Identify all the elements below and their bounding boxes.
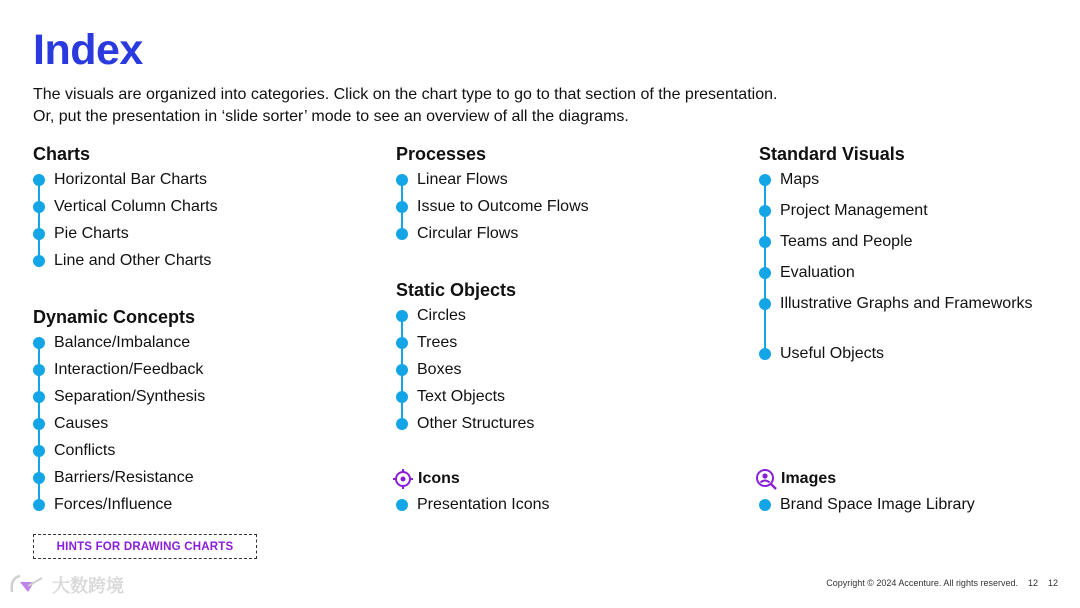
link-maps[interactable] — [759, 171, 819, 189]
section-heading-standard-visuals: Standard Visuals — [759, 144, 905, 164]
bullet-dot — [33, 472, 45, 484]
link-issue-outcome-flows[interactable] — [396, 198, 589, 216]
bullet-dot — [396, 391, 408, 403]
list-icons — [396, 495, 550, 515]
link-text-objects[interactable] — [396, 388, 505, 406]
item-label: Line and Other Charts — [54, 252, 212, 269]
link-separation-synthesis[interactable] — [33, 388, 205, 406]
list-processes — [396, 170, 589, 242]
intro-line-1: The visuals are organized into categories. Click on the chart type to go to that section of the presentation. — [33, 86, 778, 103]
page-number: 12 — [1027, 578, 1038, 588]
bullet-dot — [33, 364, 45, 376]
section-processes — [396, 142, 589, 242]
link-circular-flows[interactable] — [396, 225, 518, 243]
bullet-dot — [396, 364, 408, 376]
section-images — [755, 467, 975, 515]
item-label: Balance/Imbalance — [54, 334, 191, 351]
link-causes[interactable] — [33, 415, 108, 433]
list-dynamic-concepts — [33, 333, 206, 518]
section-heading-images: Images — [781, 470, 837, 487]
bullet-dot — [759, 174, 771, 186]
link-vertical-column-charts[interactable] — [33, 198, 218, 216]
list-charts — [33, 170, 218, 270]
item-label: Forces/Influence — [54, 496, 173, 513]
timeline-line — [38, 180, 40, 261]
item-label: Conflicts — [54, 442, 116, 459]
link-pie-charts[interactable] — [33, 225, 129, 243]
section-heading-static-objects: Static Objects — [396, 280, 517, 300]
section-standard-visuals — [759, 142, 1033, 362]
section-charts — [33, 142, 218, 270]
page-title: Index — [33, 26, 143, 74]
bullet-dot — [396, 337, 408, 349]
item-label: Boxes — [417, 361, 462, 378]
watermark-logo-icon — [8, 572, 48, 598]
item-label: Separation/Synthesis — [54, 388, 206, 405]
bullet-dot — [759, 267, 771, 279]
list-images — [759, 495, 975, 515]
bullet-dot — [759, 205, 771, 217]
bullet-dot — [396, 418, 408, 430]
bullet-dot — [396, 174, 408, 186]
item-label: Interaction/Feedback — [54, 361, 204, 378]
bullet-dot — [759, 499, 771, 511]
bullet-dot — [759, 348, 771, 360]
footer — [826, 578, 1058, 588]
item-label: Causes — [54, 415, 109, 432]
item-label: Illustrative Graphs and Frameworks — [780, 295, 1033, 312]
link-linear-flows[interactable] — [396, 171, 508, 189]
item-label: Horizontal Bar Charts — [54, 171, 207, 188]
bullet-dot — [396, 201, 408, 213]
list-static-objects — [396, 306, 535, 432]
target-icon — [392, 468, 414, 490]
bullet-dot — [33, 445, 45, 457]
section-heading-charts: Charts — [33, 144, 91, 164]
bullet-dot — [33, 337, 45, 349]
hints-for-drawing-charts-button[interactable]: HINTS FOR DRAWING CHARTS — [33, 534, 257, 559]
page-number-secondary: 12 — [1047, 578, 1058, 588]
bullet-dot — [33, 391, 45, 403]
item-label: Circles — [417, 307, 466, 324]
bullet-dot — [33, 418, 45, 430]
item-label: Linear Flows — [417, 171, 508, 188]
bullet-dot — [759, 236, 771, 248]
item-label: Brand Space Image Library — [780, 496, 975, 513]
watermark — [8, 572, 124, 598]
link-evaluation[interactable] — [759, 264, 855, 282]
section-static-objects — [396, 278, 535, 432]
link-teams-people[interactable] — [759, 233, 913, 251]
link-other-structures[interactable] — [396, 415, 534, 433]
link-horizontal-bar-charts[interactable] — [33, 171, 207, 189]
item-label: Barriers/Resistance — [54, 469, 194, 486]
link-boxes[interactable] — [396, 361, 461, 379]
link-brand-space-image-library[interactable] — [759, 496, 975, 514]
watermark-text: 大数跨境 — [52, 576, 124, 596]
section-heading-icons: Icons — [418, 470, 460, 487]
intro-text — [33, 84, 777, 128]
item-label: Issue to Outcome Flows — [417, 198, 589, 215]
item-label: Useful Objects — [780, 345, 885, 362]
intro-line-2: Or, put the presentation in ‘slide sorter’ mode to see an overview of all the diagrams. — [33, 108, 629, 125]
item-label: Project Management — [780, 202, 928, 219]
link-useful-objects[interactable] — [759, 345, 884, 363]
item-label: Presentation Icons — [417, 496, 550, 513]
bullet-dot — [33, 228, 45, 240]
item-label: Trees — [417, 334, 458, 351]
link-barriers-resistance[interactable] — [33, 469, 194, 487]
item-label: Circular Flows — [417, 225, 519, 242]
bullet-dot — [33, 174, 45, 186]
copyright-text: Copyright © 2024 Accenture. All rights reserved. — [826, 578, 1018, 588]
link-illustrative-graphs[interactable] — [759, 295, 1033, 313]
section-dynamic-concepts — [33, 305, 206, 518]
item-label: Text Objects — [417, 388, 506, 405]
link-presentation-icons[interactable] — [396, 496, 550, 514]
link-forces-influence[interactable] — [33, 496, 172, 514]
link-project-management[interactable] — [759, 202, 928, 220]
item-label: Maps — [780, 171, 820, 188]
link-balance-imbalance[interactable] — [33, 334, 190, 352]
bullet-dot — [396, 310, 408, 322]
list-standard-visuals — [759, 170, 1033, 362]
link-conflicts[interactable] — [33, 442, 115, 460]
section-icons — [392, 467, 550, 515]
bullet-dot — [33, 255, 45, 267]
section-heading-dynamic-concepts: Dynamic Concepts — [33, 307, 196, 327]
item-label: Vertical Column Charts — [54, 198, 218, 215]
person-search-icon — [755, 468, 777, 490]
item-label: Teams and People — [780, 233, 913, 250]
bullet-dot — [33, 201, 45, 213]
bullet-dot — [396, 499, 408, 511]
item-label: Other Structures — [417, 415, 535, 432]
bullet-dot — [759, 298, 771, 310]
link-interaction-feedback[interactable] — [33, 361, 203, 379]
section-heading-processes: Processes — [396, 144, 487, 164]
link-trees[interactable] — [396, 334, 457, 352]
item-label: Pie Charts — [54, 225, 129, 242]
item-label: Evaluation — [780, 264, 855, 281]
bullet-dot — [396, 228, 408, 240]
section-heading-icons-row — [392, 467, 460, 491]
section-heading-images-row — [755, 467, 836, 491]
bullet-dot — [33, 499, 45, 511]
link-circles[interactable] — [396, 307, 466, 325]
link-line-other-charts[interactable] — [33, 252, 211, 270]
